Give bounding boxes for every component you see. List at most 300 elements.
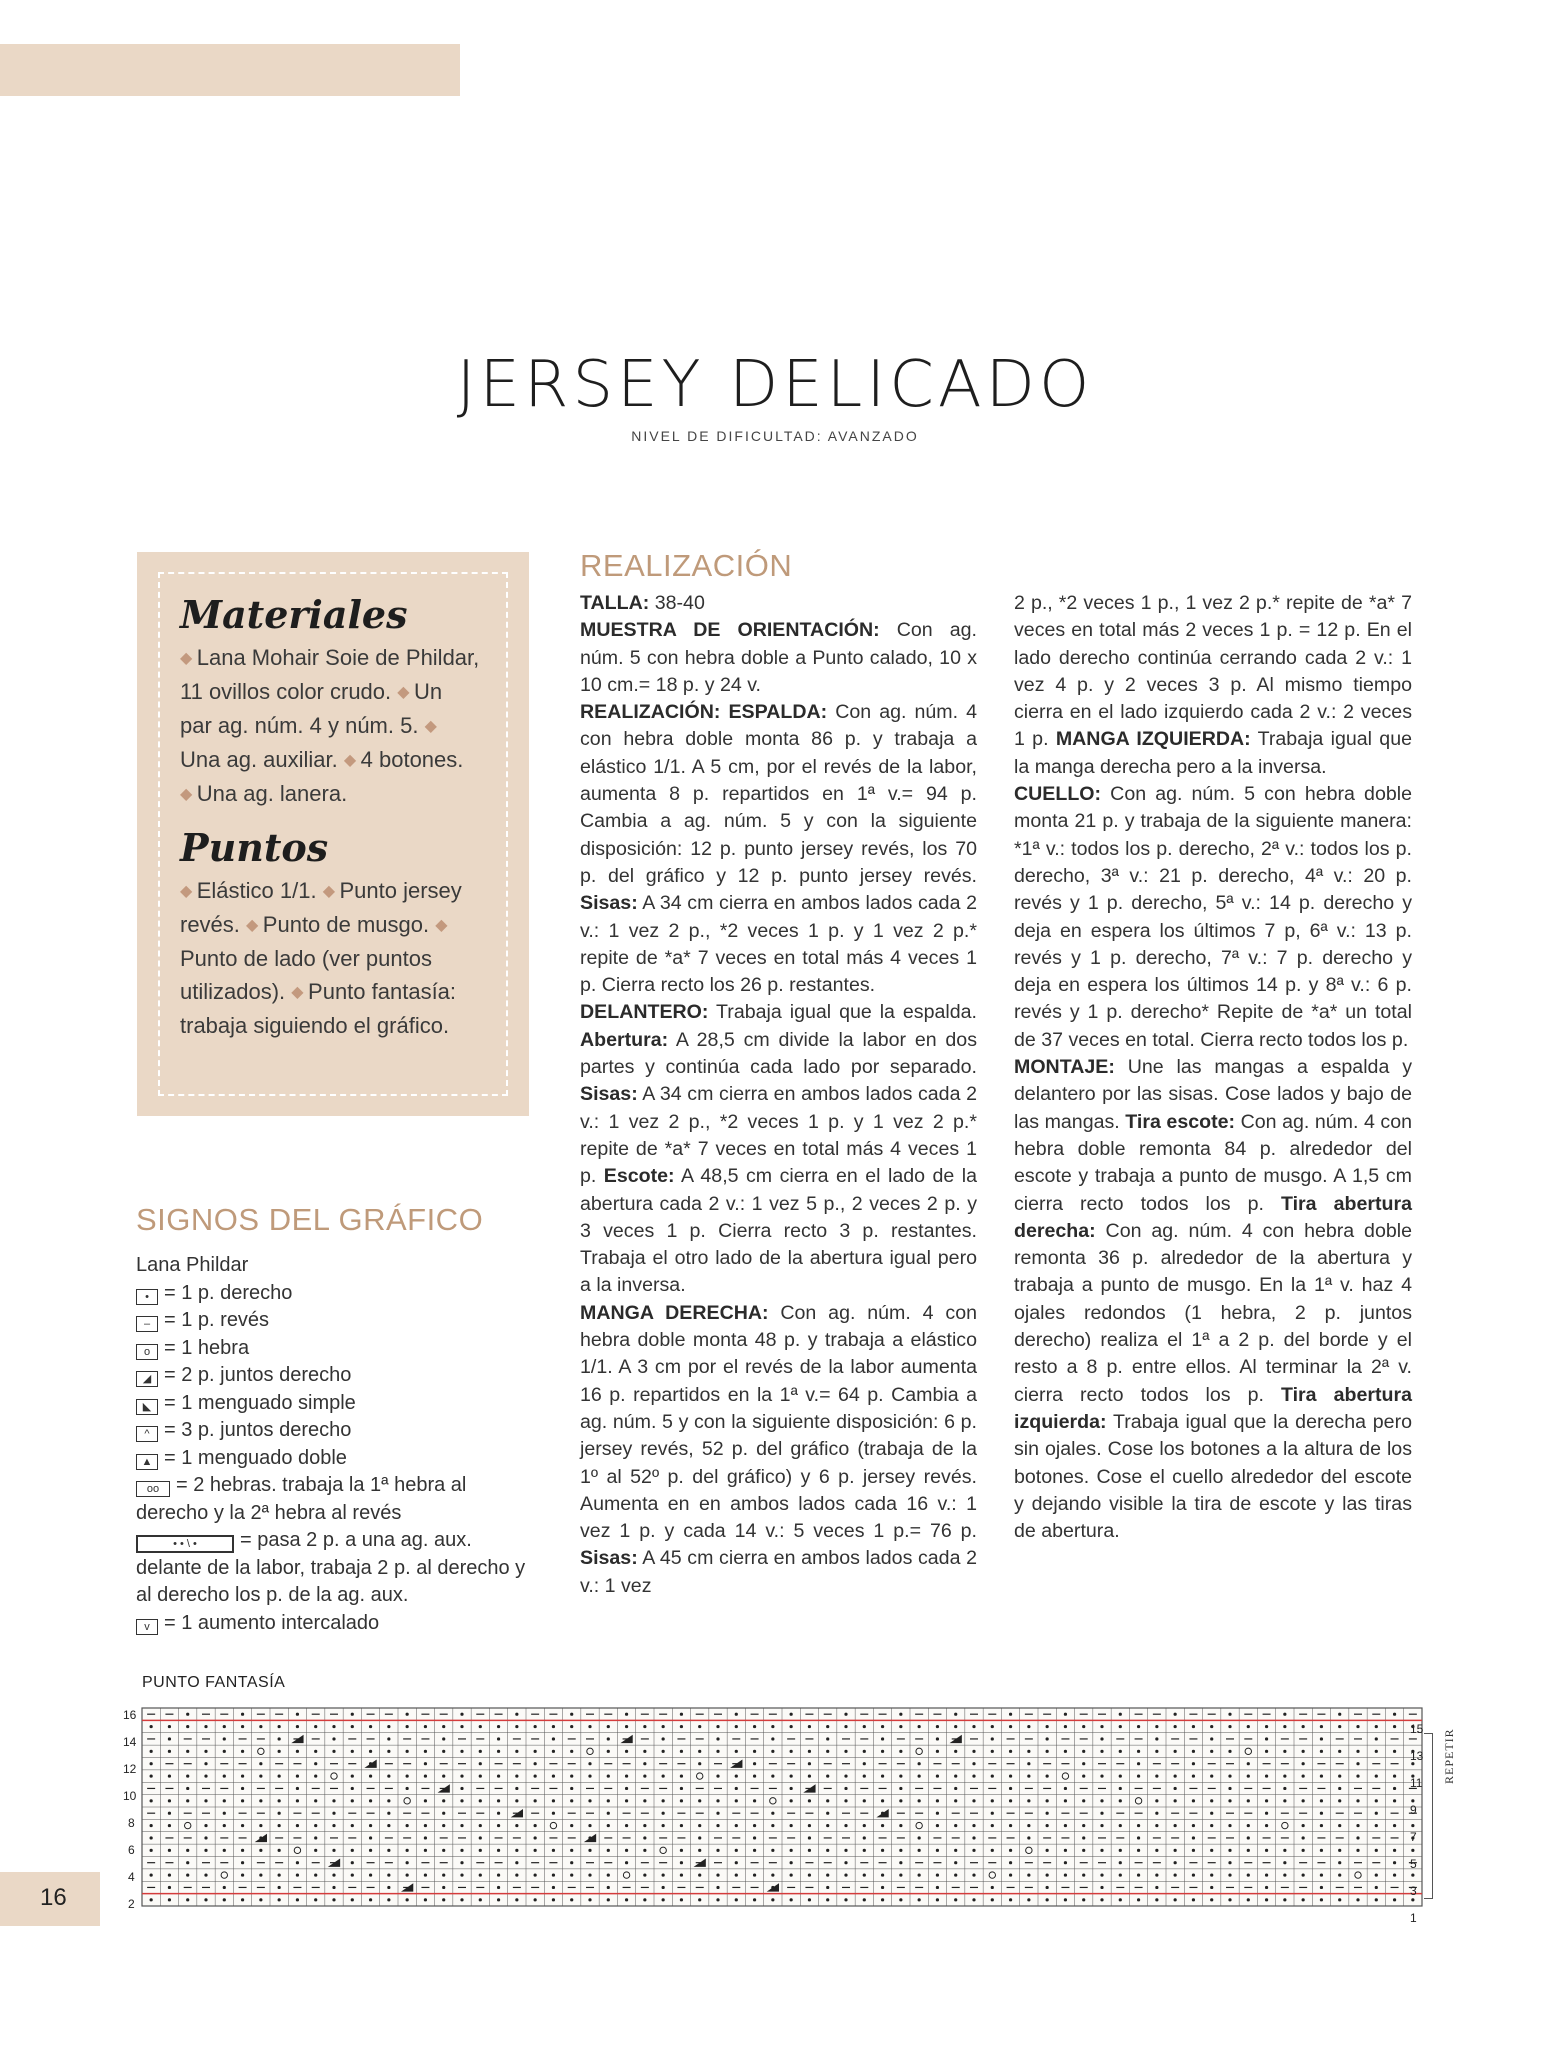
chart-knit-dot [515, 1713, 518, 1716]
chart-knit-dot [259, 1898, 262, 1901]
chart-knit-dot [918, 1774, 921, 1777]
chart-knit-dot [1064, 1898, 1067, 1901]
chart-knit-dot [278, 1873, 281, 1876]
list-item: Lana Mohair Soie de Phildar, 11 ovillos color crudo. [180, 645, 480, 704]
chart-knit-dot [351, 1787, 354, 1790]
chart-knit-dot [223, 1774, 226, 1777]
page-number: 16 [40, 1884, 67, 1911]
chart-yarn-over [1135, 1798, 1141, 1804]
chart-knit-dot [570, 1849, 573, 1852]
chart-knit-dot [607, 1750, 610, 1753]
chart-knit-dot [1174, 1898, 1177, 1901]
chart-knit-dot [662, 1737, 665, 1740]
chart-knit-dot [1009, 1725, 1012, 1728]
chart-knit-dot [497, 1898, 500, 1901]
materials-dashed-border [158, 572, 508, 1096]
chart-knit-dot [1046, 1737, 1049, 1740]
chart-knit-dot [1100, 1812, 1103, 1815]
chart-knit-dot [991, 1774, 994, 1777]
chart-knit-dot [607, 1799, 610, 1802]
chart-knit-dot [1027, 1836, 1030, 1839]
row-number-left: 10 [123, 1789, 137, 1803]
chart-knit-dot [1338, 1787, 1341, 1790]
chart-knit-dot [1320, 1750, 1323, 1753]
chart-knit-dot [1174, 1873, 1177, 1876]
page-title: JERSEY DELICADO [456, 348, 1094, 422]
repeat-label: REPETIR [1442, 1728, 1456, 1784]
chart-knit-dot [662, 1725, 665, 1728]
repeat-bracket [1424, 1733, 1433, 1899]
chart-knit-dot [460, 1824, 463, 1827]
chart-knit-dot [424, 1824, 427, 1827]
chart-knit-dot [1174, 1799, 1177, 1802]
chart-knit-dot [1100, 1898, 1103, 1901]
list-item: oo = 2 hebras. trabaja la 1ª hebra al derecho y la 2ª hebra al revés [136, 1474, 467, 1524]
chart-knit-dot [296, 1824, 299, 1827]
chart-knit-dot [680, 1787, 683, 1790]
list-item: Punto de musgo. [262, 912, 430, 937]
chart-knit-dot [387, 1812, 390, 1815]
chart-knit-dot [314, 1898, 317, 1901]
chart-knit-dot [1100, 1737, 1103, 1740]
right-triangle-symbol-icon: ◢ [136, 1371, 158, 1387]
chart-knit-dot [168, 1812, 171, 1815]
chart-knit-dot [991, 1824, 994, 1827]
chart-knit-dot [1100, 1799, 1103, 1802]
chart-knit-dot [1064, 1824, 1067, 1827]
chart-yarn-over [404, 1798, 410, 1804]
chart-knit-dot [552, 1898, 555, 1901]
chart-knit-dot [497, 1750, 500, 1753]
chart-knit-dot [899, 1713, 902, 1716]
chart-knit-dot [204, 1799, 207, 1802]
chart-knit-dot [351, 1861, 354, 1864]
chart-knit-dot [1119, 1713, 1122, 1716]
chart-knit-dot [223, 1812, 226, 1815]
chart-knit-dot [168, 1799, 171, 1802]
chart-knit-dot [954, 1774, 957, 1777]
chart-knit-dot [1247, 1725, 1250, 1728]
chart-knit-dot [881, 1750, 884, 1753]
chart-knit-dot [1046, 1812, 1049, 1815]
chart-knit-dot [1082, 1836, 1085, 1839]
chart-knit-dot [716, 1774, 719, 1777]
chart-knit-dot [332, 1750, 335, 1753]
chart-knit-dot [899, 1849, 902, 1852]
chart-knit-dot [1228, 1824, 1231, 1827]
chart-knit-dot [351, 1750, 354, 1753]
chart-knit-dot [1155, 1812, 1158, 1815]
chart-knit-dot [1009, 1713, 1012, 1716]
diamond-bullet-icon: ◆ [397, 684, 415, 701]
row-number-left: 16 [123, 1708, 137, 1722]
chart-knit-dot [954, 1824, 957, 1827]
chart-knit-dot [1393, 1750, 1396, 1753]
chart-knit-dot [954, 1873, 957, 1876]
chart-knit-dot [1356, 1750, 1359, 1753]
chart-knit-dot [1302, 1774, 1305, 1777]
chart-knit-dot [424, 1836, 427, 1839]
chart-knit-dot [607, 1774, 610, 1777]
chart-knit-dot [1283, 1849, 1286, 1852]
chart-knit-dot [607, 1849, 610, 1852]
list-item: ◣ = 1 menguado simple [136, 1390, 534, 1418]
chart-knit-dot [1046, 1886, 1049, 1889]
chart-knit-dot [662, 1799, 665, 1802]
chart-knit-dot [698, 1824, 701, 1827]
chart-knit-dot [680, 1750, 683, 1753]
chart-knit-dot [1100, 1774, 1103, 1777]
chart-knit-dot [1064, 1861, 1067, 1864]
chart-knit-dot [168, 1750, 171, 1753]
chart-knit-dot [1228, 1873, 1231, 1876]
chart-knit-dot [698, 1725, 701, 1728]
chart-knit-dot [1393, 1774, 1396, 1777]
chart-knit-dot [497, 1812, 500, 1815]
chart-knit-dot [460, 1713, 463, 1716]
chart-knit-dot [918, 1836, 921, 1839]
chart-knit-dot [406, 1861, 409, 1864]
chart-knit-dot [588, 1762, 591, 1765]
chart-knit-dot [588, 1774, 591, 1777]
chart-knit-dot [1338, 1873, 1341, 1876]
chart-knit-dot [204, 1762, 207, 1765]
chart-knit-dot [241, 1824, 244, 1827]
row-number-right: 15 [1410, 1722, 1424, 1736]
chart-knit-dot [1119, 1799, 1122, 1802]
list-item: Una ag. lanera. [196, 781, 348, 806]
chart-knit-dot [1320, 1873, 1323, 1876]
chart-knit-dot [1393, 1898, 1396, 1901]
chart-knit-dot [662, 1824, 665, 1827]
chart-knit-dot [534, 1873, 537, 1876]
chart-knit-dot [351, 1725, 354, 1728]
chart-knit-dot [1155, 1750, 1158, 1753]
cable-symbol-icon: • • \ • [136, 1535, 234, 1553]
chart-knit-dot [972, 1774, 975, 1777]
chart-knit-dot [643, 1824, 646, 1827]
chart-knit-dot [534, 1725, 537, 1728]
chart-knit-dot [515, 1861, 518, 1864]
chart-knit-dot [991, 1737, 994, 1740]
chart-knit-dot [1027, 1799, 1030, 1802]
chart-knit-dot [1411, 1799, 1414, 1802]
filled-triangle-symbol-icon: ▲ [136, 1454, 158, 1470]
chart-knit-dot [223, 1750, 226, 1753]
chart-knit-dot [259, 1762, 262, 1765]
chart-knit-dot [204, 1725, 207, 1728]
chart-knit-dot [1082, 1898, 1085, 1901]
chart-knit-dot [442, 1799, 445, 1802]
chart-knit-dot [1192, 1849, 1195, 1852]
chart-knit-dot [314, 1873, 317, 1876]
chart-knit-dot [643, 1774, 646, 1777]
chart-yarn-over [1245, 1748, 1251, 1754]
row-number-right: 11 [1410, 1776, 1423, 1790]
chart-knit-dot [460, 1873, 463, 1876]
chart-knit-dot [753, 1824, 756, 1827]
chart-knit-dot [168, 1898, 171, 1901]
chart-knit-dot [808, 1873, 811, 1876]
chart-knit-dot [1027, 1725, 1030, 1728]
chart-knit-dot [1210, 1774, 1213, 1777]
chart-knit-dot [808, 1824, 811, 1827]
chart-knit-dot [369, 1836, 372, 1839]
chart-knit-dot [314, 1762, 317, 1765]
row-number-right: 5 [1410, 1857, 1417, 1871]
chart-knit-dot [771, 1824, 774, 1827]
chart-knit-dot [1247, 1898, 1250, 1901]
chart-knit-dot [1338, 1774, 1341, 1777]
chart-knit-dot [534, 1836, 537, 1839]
list-item: o = 1 hebra [136, 1335, 534, 1363]
chart-knit-dot [515, 1873, 518, 1876]
chart-knit-dot [369, 1873, 372, 1876]
chart-knit-dot [241, 1787, 244, 1790]
chart-knit-dot [534, 1750, 537, 1753]
chart-knit-dot [1119, 1750, 1122, 1753]
chart-knit-dot [259, 1725, 262, 1728]
chart-knit-dot [479, 1873, 482, 1876]
chart-knit-dot [918, 1849, 921, 1852]
chart-knit-dot [1082, 1725, 1085, 1728]
list-item: Punto de lado (ver puntos utilizados). [180, 946, 432, 1004]
chart-knit-dot [1375, 1812, 1378, 1815]
chart-knit-dot [1137, 1898, 1140, 1901]
chart-knit-dot [844, 1873, 847, 1876]
chart-knit-dot [1155, 1824, 1158, 1827]
chart-knit-dot [186, 1873, 189, 1876]
chart-knit-dot [643, 1750, 646, 1753]
chart-knit-dot [826, 1812, 829, 1815]
chart-knit-dot [1137, 1873, 1140, 1876]
list-item: Una ag. auxiliar. [180, 747, 338, 772]
chart-knit-dot [643, 1873, 646, 1876]
paragraph: DELANTERO: Trabaja igual que la espalda. Abertura: A 28,5 cm divide la labor en dos partes y continúa cada lado por separado. Sisas: A 34 cm cierra en ambos lados cada 2 v.: 1 vez 2 p., *2 veces 1 p. y 1 vez 2 p.* repite de *a* 7 veces en total más 4 veces 1 p. Escote: A 48,5 cm cierra en el lado de la abertura cada 2 v.: 1 vez 5 p., 2 veces 2 p. y 3 veces 1 p. Cierra recto 3 p. restantes. Trabaja el otro lado de la abertura igual pero a la inversa. [580, 1001, 978, 1297]
chart-knit-dot [680, 1849, 683, 1852]
chart-knit-dot [625, 1774, 628, 1777]
chart-knit-dot [936, 1812, 939, 1815]
chart-knit-dot [954, 1849, 957, 1852]
chart-knit-dot [296, 1861, 299, 1864]
chart-knit-dot [643, 1762, 646, 1765]
chart-knit-dot [332, 1812, 335, 1815]
chart-knit-dot [1338, 1898, 1341, 1901]
chart-knit-dot [1210, 1873, 1213, 1876]
chart-knit-dot [607, 1812, 610, 1815]
chart-knit-dot [1155, 1725, 1158, 1728]
chart-knit-dot [1356, 1725, 1359, 1728]
chart-knit-dot [424, 1750, 427, 1753]
chart-knit-dot [1302, 1824, 1305, 1827]
chart-knit-dot [150, 1750, 153, 1753]
chart-yarn-over [550, 1822, 556, 1828]
chart-knit-dot [808, 1762, 811, 1765]
chart-knit-dot [808, 1750, 811, 1753]
list-item: Punto jersey revés. [180, 878, 462, 937]
chart-yarn-over [623, 1872, 629, 1878]
chart-knit-dot [387, 1824, 390, 1827]
chart-knit-dot [662, 1886, 665, 1889]
chart-knit-dot [406, 1725, 409, 1728]
chart-knit-dot [771, 1750, 774, 1753]
chart-knit-dot [1320, 1898, 1323, 1901]
chart-knit-dot [168, 1725, 171, 1728]
chart-knit-dot [387, 1750, 390, 1753]
chart-knit-dot [369, 1898, 372, 1901]
chart-knit-dot [1247, 1849, 1250, 1852]
chart-knit-dot [1228, 1750, 1231, 1753]
chart-knit-dot [680, 1774, 683, 1777]
chart-knit-dot [662, 1898, 665, 1901]
chart-knit-dot [1265, 1725, 1268, 1728]
chart-knit-dot [1247, 1873, 1250, 1876]
chart-knit-dot [570, 1774, 573, 1777]
chart-knit-dot [844, 1713, 847, 1716]
chart-knit-dot [881, 1774, 884, 1777]
chart-knit-dot [607, 1873, 610, 1876]
chart-knit-dot [351, 1824, 354, 1827]
chart-knit-dot [1228, 1898, 1231, 1901]
chart-knit-dot [204, 1898, 207, 1901]
chart-knit-dot [735, 1750, 738, 1753]
chart-knit-dot [406, 1873, 409, 1876]
chart-knit-dot [588, 1898, 591, 1901]
chart-knit-dot [1265, 1886, 1268, 1889]
chart-knit-dot [625, 1725, 628, 1728]
v-symbol-icon: v [136, 1619, 158, 1635]
chart-knit-dot [570, 1787, 573, 1790]
chart-knit-dot [881, 1824, 884, 1827]
chart-knit-dot [1338, 1799, 1341, 1802]
row-number-left: 4 [128, 1870, 135, 1884]
chart-knit-dot [844, 1750, 847, 1753]
chart-knit-dot [1192, 1774, 1195, 1777]
chart-knit-dot [991, 1886, 994, 1889]
chart-knit-dot [1192, 1750, 1195, 1753]
row-number-right: 1 [1410, 1911, 1417, 1925]
chart-knit-dot [1338, 1861, 1341, 1864]
chart-knit-dot [1283, 1861, 1286, 1864]
chart-knit-dot [442, 1750, 445, 1753]
chart-knit-dot [1064, 1750, 1067, 1753]
chart-knit-dot [1137, 1824, 1140, 1827]
chart-knit-dot [442, 1886, 445, 1889]
chart-knit-dot [259, 1774, 262, 1777]
chart-knit-dot [625, 1799, 628, 1802]
chart-knit-dot [991, 1849, 994, 1852]
chart-knit-dot [204, 1774, 207, 1777]
chart-knit-dot [241, 1898, 244, 1901]
chart-knit-dot [259, 1873, 262, 1876]
chart-knit-dot [1283, 1774, 1286, 1777]
chart-knit-dot [552, 1774, 555, 1777]
chart-knit-dot [954, 1787, 957, 1790]
chart-knit-dot [735, 1713, 738, 1716]
chart-knit-dot [808, 1898, 811, 1901]
chart-knit-dot [972, 1725, 975, 1728]
chart-knit-dot [570, 1898, 573, 1901]
chart-knit-dot [424, 1725, 427, 1728]
chart-knit-dot [1100, 1873, 1103, 1876]
chart-knit-dot [826, 1725, 829, 1728]
chart-knit-dot [168, 1849, 171, 1852]
materiales-heading: Materiales [180, 592, 408, 637]
chart-knit-dot [1082, 1849, 1085, 1852]
list-item: Elástico 1/1. [196, 878, 317, 903]
chart-knit-dot [863, 1873, 866, 1876]
chart-knit-dot [204, 1849, 207, 1852]
chart-knit-dot [1119, 1824, 1122, 1827]
chart-knit-dot [552, 1812, 555, 1815]
chart-knit-dot [954, 1861, 957, 1864]
chart-knit-dot [1155, 1873, 1158, 1876]
chart-knit-dot [1283, 1799, 1286, 1802]
chart-knit-dot [278, 1886, 281, 1889]
chart-knit-dot [1027, 1774, 1030, 1777]
chart-knit-dot [1082, 1799, 1085, 1802]
chart-knit-dot [918, 1762, 921, 1765]
chart-knit-dot [1247, 1762, 1250, 1765]
chart-knit-dot [406, 1713, 409, 1716]
chart-knit-dot [314, 1849, 317, 1852]
chart-knit-dot [314, 1824, 317, 1827]
chart-knit-dot [662, 1812, 665, 1815]
chart-knit-dot [424, 1898, 427, 1901]
chart-knit-dot [844, 1824, 847, 1827]
chart-knit-dot [515, 1750, 518, 1753]
chart-knit-dot [899, 1725, 902, 1728]
chart-knit-dot [186, 1861, 189, 1864]
chart-knit-dot [351, 1849, 354, 1852]
chart-knit-dot [278, 1898, 281, 1901]
knitting-chart [140, 1706, 1440, 1913]
chart-knit-dot [991, 1898, 994, 1901]
chart-knit-dot [223, 1898, 226, 1901]
chart-knit-dot [1228, 1861, 1231, 1864]
chart-knit-dot [515, 1799, 518, 1802]
chart-knit-dot [1064, 1799, 1067, 1802]
chart-knit-dot [479, 1836, 482, 1839]
list-item: • • \ • = pasa 2 p. a una ag. aux. delante de la labor, trabaja 2 p. al derecho y al derecho los p. de la ag. aux. [136, 1529, 526, 1606]
chart-knit-dot [991, 1725, 994, 1728]
chart-knit-dot [168, 1737, 171, 1740]
chart-knit-dot [424, 1849, 427, 1852]
chart-knit-dot [1119, 1861, 1122, 1864]
chart-knit-dot [479, 1824, 482, 1827]
chart-knit-dot [515, 1725, 518, 1728]
row-number-left: 14 [123, 1735, 137, 1749]
chart-knit-dot [186, 1898, 189, 1901]
chart-knit-dot [588, 1824, 591, 1827]
chart-knit-dot [479, 1725, 482, 1728]
row-number-left: 6 [128, 1843, 135, 1857]
chart-knit-dot [588, 1799, 591, 1802]
chart-knit-dot [1265, 1898, 1268, 1901]
chart-knit-dot [607, 1725, 610, 1728]
chart-knit-dot [643, 1898, 646, 1901]
chart-knit-dot [332, 1873, 335, 1876]
row-number-right: 13 [1410, 1749, 1424, 1763]
chart-knit-dot [698, 1799, 701, 1802]
chart-knit-dot [753, 1750, 756, 1753]
diamond-bullet-icon: ◆ [246, 917, 263, 934]
diamond-bullet-icon: ◆ [180, 786, 197, 803]
chart-knit-dot [680, 1824, 683, 1827]
chart-knit-dot [881, 1886, 884, 1889]
list-item: – = 1 p. revés [136, 1307, 534, 1335]
chart-knit-dot [479, 1762, 482, 1765]
